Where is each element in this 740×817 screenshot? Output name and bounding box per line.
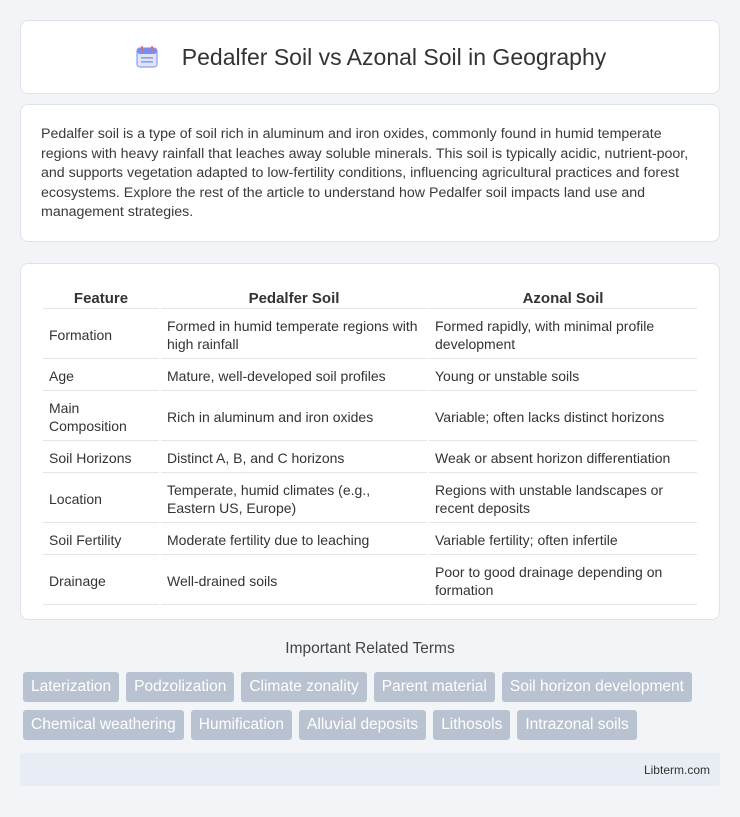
table-row	[43, 311, 697, 359]
azonal-cell: Poor to good drainage depending on formation	[429, 557, 697, 605]
header-feature: Feature	[43, 286, 159, 309]
tag-humification[interactable]: Humification	[191, 710, 292, 740]
footer	[20, 753, 720, 786]
calendar-icon	[134, 44, 160, 70]
feature-cell: Age	[43, 361, 159, 391]
pedalfer-cell: Mature, well-developed soil profiles	[161, 361, 427, 391]
tag-podzolization[interactable]: Podzolization	[126, 672, 234, 702]
feature-cell: Location	[43, 475, 159, 523]
feature-cell: Formation	[43, 311, 159, 359]
table-header-row	[43, 286, 697, 309]
footer-brand-link[interactable]: Libterm.com	[643, 762, 710, 777]
header-azonal: Azonal Soil	[429, 286, 697, 309]
intro-card	[20, 104, 720, 242]
related-terms-tags	[23, 672, 723, 740]
azonal-cell: Variable fertility; often infertile	[429, 525, 697, 555]
pedalfer-cell: Temperate, humid climates (e.g., Eastern US, Europe)	[161, 475, 427, 523]
feature-cell: Main Composition	[43, 393, 159, 441]
feature-cell: Drainage	[43, 557, 159, 605]
azonal-cell: Regions with unstable landscapes or recent deposits	[429, 475, 697, 523]
page-title: Pedalfer Soil vs Azonal Soil in Geography	[181, 43, 607, 70]
pedalfer-cell: Moderate fertility due to leaching	[161, 525, 427, 555]
pedalfer-cell: Well-drained soils	[161, 557, 427, 605]
tag-parent-material[interactable]: Parent material	[374, 672, 495, 702]
table-row	[43, 393, 697, 441]
tag-lithosols[interactable]: Lithosols	[433, 710, 510, 740]
tag-chemical-weathering[interactable]: Chemical weathering	[23, 710, 184, 740]
tag-alluvial-deposits[interactable]: Alluvial deposits	[299, 710, 426, 740]
tag-laterization[interactable]: Laterization	[23, 672, 119, 702]
tag-soil-horizon-development[interactable]: Soil horizon development	[502, 672, 692, 702]
pedalfer-cell: Distinct A, B, and C horizons	[161, 443, 427, 473]
table-row	[43, 557, 697, 605]
feature-cell: Soil Fertility	[43, 525, 159, 555]
pedalfer-cell: Rich in aluminum and iron oxides	[161, 393, 427, 441]
header-pedalfer: Pedalfer Soil	[161, 286, 427, 309]
related-terms-title: Important Related Terms	[285, 640, 455, 657]
feature-cell: Soil Horizons	[43, 443, 159, 473]
comparison-table-card	[20, 263, 720, 620]
intro-paragraph: Pedalfer soil is a type of soil rich in aluminum and iron oxides, commonly found in humid temperate regions with heavy rainfall that leaches away soluble minerals. This soil is typically acidic, nutrient-poor, and supports vegetation adapted to low-fertility conditions, influencing agricultural practices and forest ecosystems. Explore the rest of the article to understand how Pedalfer soil impacts land use and management strategies.	[41, 126, 689, 221]
title-card	[20, 20, 720, 94]
tag-climate-zonality[interactable]: Climate zonality	[241, 672, 366, 702]
comparison-table	[41, 284, 699, 607]
azonal-cell: Weak or absent horizon differentiation	[429, 443, 697, 473]
table-row	[43, 525, 697, 555]
table-row	[43, 443, 697, 473]
azonal-cell: Variable; often lacks distinct horizons	[429, 393, 697, 441]
azonal-cell: Young or unstable soils	[429, 361, 697, 391]
pedalfer-cell: Formed in humid temperate regions with high rainfall	[161, 311, 427, 359]
table-row	[43, 475, 697, 523]
tag-intrazonal-soils[interactable]: Intrazonal soils	[517, 710, 636, 740]
table-row	[43, 361, 697, 391]
azonal-cell: Formed rapidly, with minimal profile development	[429, 311, 697, 359]
